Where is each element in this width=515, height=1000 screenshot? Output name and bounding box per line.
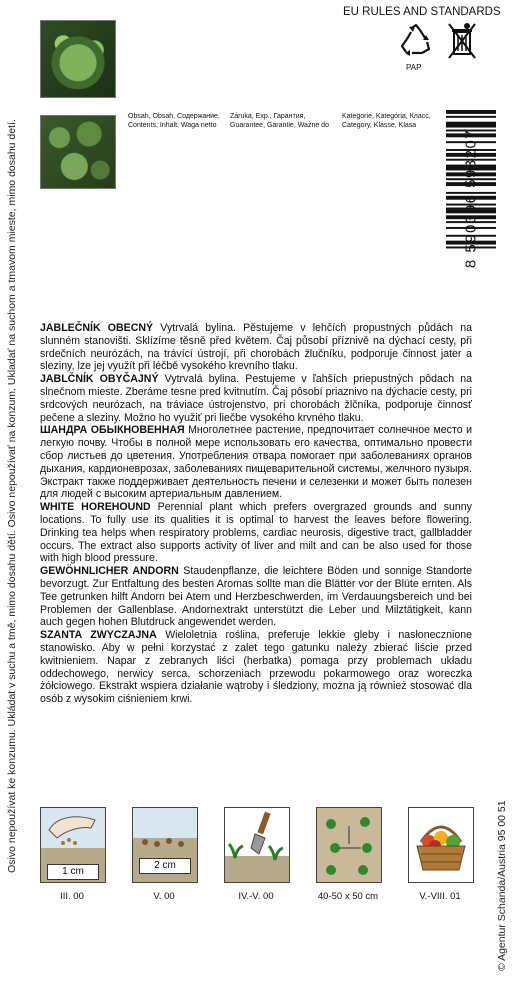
step-harvest xyxy=(408,807,472,902)
section-pl: SZANTA ZWYCZAJNA Wieloletnia roślina, preferuje lekkie gleby i nasłonecznione stanowisko. Aby w pełni korzystać z zalet tego gatunku należy zbierać liście przed kwitnieniem. Napar z zebranych liści (herbatka) pomaga przy problemach układu oddechowego, nerwicy serca, schorzeniach przewodu pokarmowego oraz woreczka żółciowego. Ekstrakt wspiera działanie wątroby i śledziony, można ją również stosować dla osób z wysokim ciśnieniem krwi. xyxy=(40,629,472,706)
side-warning-text: Osivo nepoužívat ke konzumu. Ukládat v suchu a tmě, mimo dosahu dětí. Osivo nepoužívať na konzum. Ukladať na suchom a tmavom mieste, mimo dosahu detí. xyxy=(6,119,18,873)
step-label: V. 00 xyxy=(153,891,175,902)
header-guarantee: Záruka, Exp., Гарантия, Guarantee, Garantie, Ważne do xyxy=(230,113,329,129)
copyright-text: © Agentur Schanda/Austria 95 00 51 xyxy=(496,800,508,971)
step-transplant xyxy=(224,807,288,902)
recycle-icon xyxy=(398,22,434,58)
sowing-hand-icon xyxy=(40,807,106,883)
section-sk: JABLČNÍK OBYČAJNÝ Vytrvalá bylina. Pestujeme v ľahších priepustných pôdach na slnečnom mieste. Zberáme tesne pred kvitnutím. Čaj pôsobí priaznivo na dýchacie cesty, pri srdcových neurózach, na tráviace ústrojenstvo, pri chorobách žlčníka, podporuje činnosť pečene a sleziny. Možno ho využiť pri liečbe vysokého krvného tlaku. xyxy=(40,373,472,424)
step-label: 40-50 x 50 cm xyxy=(317,891,379,902)
section-en: WHITE HOREHOUND Perennial plant which prefers overgrazed grounds and sunny locations. To fully use its qualities it is optimal to harvest the leaves before flowering. Drinking tea helps when respiratory problems, cardiac neurosis, digestive tract, gallbladder occurs. The extract also supports activity of liver and milt and can be also used for those with high blood pressure. xyxy=(40,501,472,565)
step-label: IV.-V. 00 xyxy=(238,891,274,902)
step-label: III. 00 xyxy=(60,891,84,902)
section-cz: JABLEČNÍK OBECNÝ Vytrvalá bylina. Pěstujeme v lehčích propustných půdách na slunném stanovišti. Sklízíme těsně před květem. Čaj působí příznivě na dýchací cesty, při srdečních neurózách, na trávící ústrojí, při chorobách žlučníku, podporuje činnost jater a sleziny, lze jej využít při léčbě vysokého krevního tlaku. xyxy=(40,322,472,373)
pap-label: PAP xyxy=(406,63,422,72)
step-sowing xyxy=(40,807,104,902)
header-category: Kategorie, Kategória, Класс, Category, Klasse, Klasa xyxy=(342,113,431,129)
eu-rules-title: EU RULES AND STANDARDS xyxy=(343,6,501,18)
seeds-soil-icon xyxy=(132,807,198,883)
trash-bin-icon xyxy=(447,22,477,60)
step-germination xyxy=(132,807,196,902)
depth-label: 1 cm xyxy=(47,864,99,880)
plant-spacing-icon xyxy=(316,807,382,883)
distance-label: 2 cm xyxy=(139,858,191,874)
header-contents: Obsah, Obsah, Содержание, Contents, Inhalt, Waga netto xyxy=(128,113,220,129)
description-block xyxy=(40,322,472,706)
step-spacing xyxy=(316,807,380,902)
barcode-number: 8 590396 593207 xyxy=(462,128,480,269)
step-label: V.-VIII. 01 xyxy=(419,891,461,902)
section-de: GEWÖHNLICHER ANDORN Staudenpflanze, die leichtere Böden und sonnige Standorte bevorzugt. Zur Entfaltung des besten Aromas sollte man die Blätter vor der Blüte ernten. Als Tee getrunken hilft Andorn bei Atem und Herzbeschwerden, im Verdauungsbereich und bei Problemen der Gallenblase. Andornextrakt unterstützt die Leber und Milztätigkeit, kann auch gegen hohen Blutdruck angewendet werden. xyxy=(40,565,472,629)
plant-photo xyxy=(40,115,116,189)
trowel-seedlings-icon xyxy=(224,807,290,883)
sowing-steps xyxy=(40,807,472,907)
harvest-basket-icon xyxy=(408,807,474,883)
seedling-photo xyxy=(40,20,116,98)
section-ru: ШАНДРА ОБЫКНОВЕННАЯ Многолетнее растение, предпочитает солнечное место и легкую почву. Чтобы в полной мере использовать его качества, оптимально провести сбор листьев до цветения. Употребления отвара помогает при заболеваниях органов дыхания, кардионеврозах, заболеваниях пищеварительной системы, желчного пузыря. Экстракт также поддерживает деятельность печени и селезенки и может быть полезен для людей с высоким артериальным давлением. xyxy=(40,424,472,501)
